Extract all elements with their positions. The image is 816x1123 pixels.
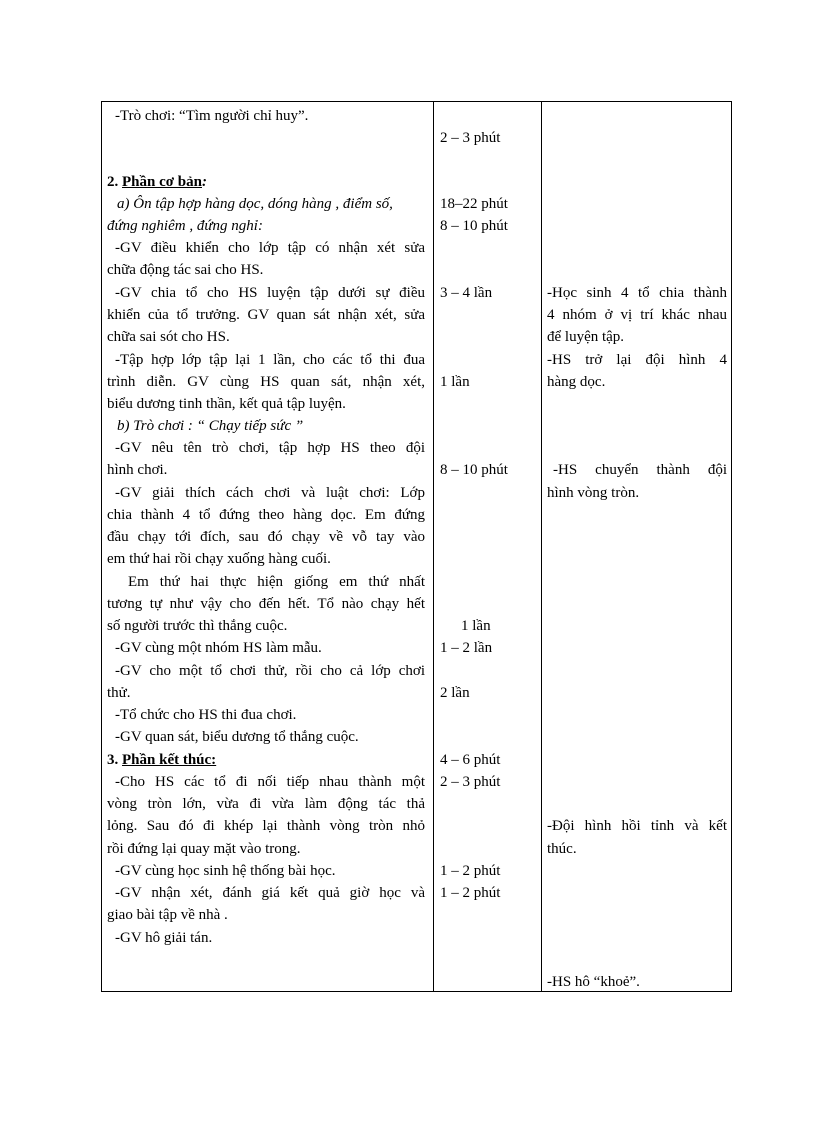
organization-line: để luyện tập. xyxy=(547,329,625,345)
content-line: lỏng. Sau đó đi khép lại thành vòng tròn nhỏ xyxy=(107,818,425,834)
content-line: -GV hô giải tán. xyxy=(115,930,213,946)
content-line: -GV điều khiển cho lớp tập có nhận xét sửa xyxy=(115,240,425,256)
dosage-cell: 8 – 10 phút xyxy=(440,462,508,478)
content-line: đầu chạy tới đích, sau đó chạy về vỗ tay vào xyxy=(107,529,425,545)
dosage-cell: 1 – 2 phút xyxy=(440,863,501,879)
organization-line: 4 nhóm ở vị trí khác nhau xyxy=(547,307,727,323)
content-line: tương tự như vậy cho đến hết. Tổ nào chạy hết xyxy=(107,596,425,612)
content-line: em thứ hai rồi chạy xuống hàng cuối. xyxy=(107,551,331,567)
content-line: vòng tròn lớn, vừa đi vừa làm động tác thả xyxy=(107,796,425,812)
organization-line: -HS chuyển thành đội xyxy=(553,462,727,478)
content-line: khiển của tổ trưởng. GV quan sát nhận xét, sửa xyxy=(107,307,425,323)
content-line: Em thứ hai thực hiện giống em thứ nhất xyxy=(128,574,425,590)
content-line: chia thành 4 tổ đứng theo hàng dọc. Em đứng xyxy=(107,507,425,523)
content-line: -Cho HS các tổ đi nối tiếp nhau thành một xyxy=(115,774,425,790)
content-line: -GV cùng một nhóm HS làm mẫu. xyxy=(115,640,322,656)
section-number: 2. xyxy=(107,174,119,190)
organization-line: -HS trở lại đội hình 4 xyxy=(547,352,727,368)
content-line: hình chơi. xyxy=(107,462,168,478)
content-line: số người trước thì thắng cuộc. xyxy=(107,618,288,634)
organization-line: -Đội hình hồi tỉnh và kết xyxy=(547,818,727,834)
section-colon: : xyxy=(202,174,207,190)
content-line: -GV quan sát, biểu dương tổ thắng cuộc. xyxy=(115,729,359,745)
dosage-cell: 1 lần xyxy=(440,374,470,390)
section-title: Phần cơ bản xyxy=(122,174,202,190)
dosage-cell: 1 – 2 lần xyxy=(440,640,493,656)
content-line: -GV chia tổ cho HS luyện tập dưới sự điều xyxy=(115,285,425,301)
dosage-cell: 2 – 3 phút xyxy=(440,774,501,790)
dosage-cell: 3 – 4 lần xyxy=(440,285,493,301)
content-line: -GV nhận xét, đánh giá kết quả giờ học và xyxy=(115,885,425,901)
content-line: trình diễn. GV cùng HS quan sát, nhận xét, xyxy=(107,374,425,390)
content-line: rồi đứng lại quay mặt vào trong. xyxy=(107,841,301,857)
content-line: -Tập hợp lớp tập lại 1 lần, cho các tổ thi đua xyxy=(115,352,425,368)
section-heading xyxy=(107,171,425,193)
subsection-title: đứng nghiêm , đứng nghỉ: xyxy=(107,218,263,234)
dosage-cell: 8 – 10 phút xyxy=(440,218,508,234)
subsection-title: b) Trò chơi : “ Chạy tiếp sức ” xyxy=(117,418,304,434)
section-heading xyxy=(107,749,425,771)
organization-line: -Học sinh 4 tổ chia thành xyxy=(547,285,727,301)
dosage-cell: 2 – 3 phút xyxy=(440,130,501,146)
content-line: biểu dương tinh thần, kết quả tập luyện. xyxy=(107,396,346,412)
content-line: -Tổ chức cho HS thi đua chơi. xyxy=(115,707,297,723)
content-line: thử. xyxy=(107,685,131,701)
organization-line: hình vòng tròn. xyxy=(547,485,640,501)
dosage-cell: 4 – 6 phút xyxy=(440,752,501,768)
section-number: 3. xyxy=(107,752,119,768)
content-line: -GV cho một tổ chơi thử, rồi cho cả lớp chơi xyxy=(115,663,425,679)
subsection-title: a) Ôn tập hợp hàng dọc, dóng hàng , điểm số, xyxy=(117,196,393,212)
content-line: chữa động tác sai cho HS. xyxy=(107,262,264,278)
dosage-cell: 2 lần xyxy=(440,685,470,701)
column-divider xyxy=(541,102,542,991)
content-line: -GV cùng học sinh hệ thống bài học. xyxy=(115,863,336,879)
content-line: -GV giải thích cách chơi và luật chơi: Lớp xyxy=(115,485,425,501)
dosage-cell: 18–22 phút xyxy=(440,196,508,212)
section-title: Phần kết thúc: xyxy=(122,752,217,768)
organization-line: hàng dọc. xyxy=(547,374,606,390)
content-line: chữa sai sót cho HS. xyxy=(107,329,230,345)
column-divider xyxy=(433,102,434,991)
dosage-cell: 1 – 2 phút xyxy=(440,885,501,901)
content-line: giao bài tập về nhà . xyxy=(107,907,228,923)
dosage-cell: 1 lần xyxy=(461,618,491,634)
content-line: -GV nêu tên trò chơi, tập hợp HS theo đội xyxy=(115,440,425,456)
content-line: -Trò chơi: “Tìm người chỉ huy”. xyxy=(115,108,309,124)
organization-line: thúc. xyxy=(547,841,577,857)
organization-line: -HS hô “khoẻ”. xyxy=(547,974,640,990)
